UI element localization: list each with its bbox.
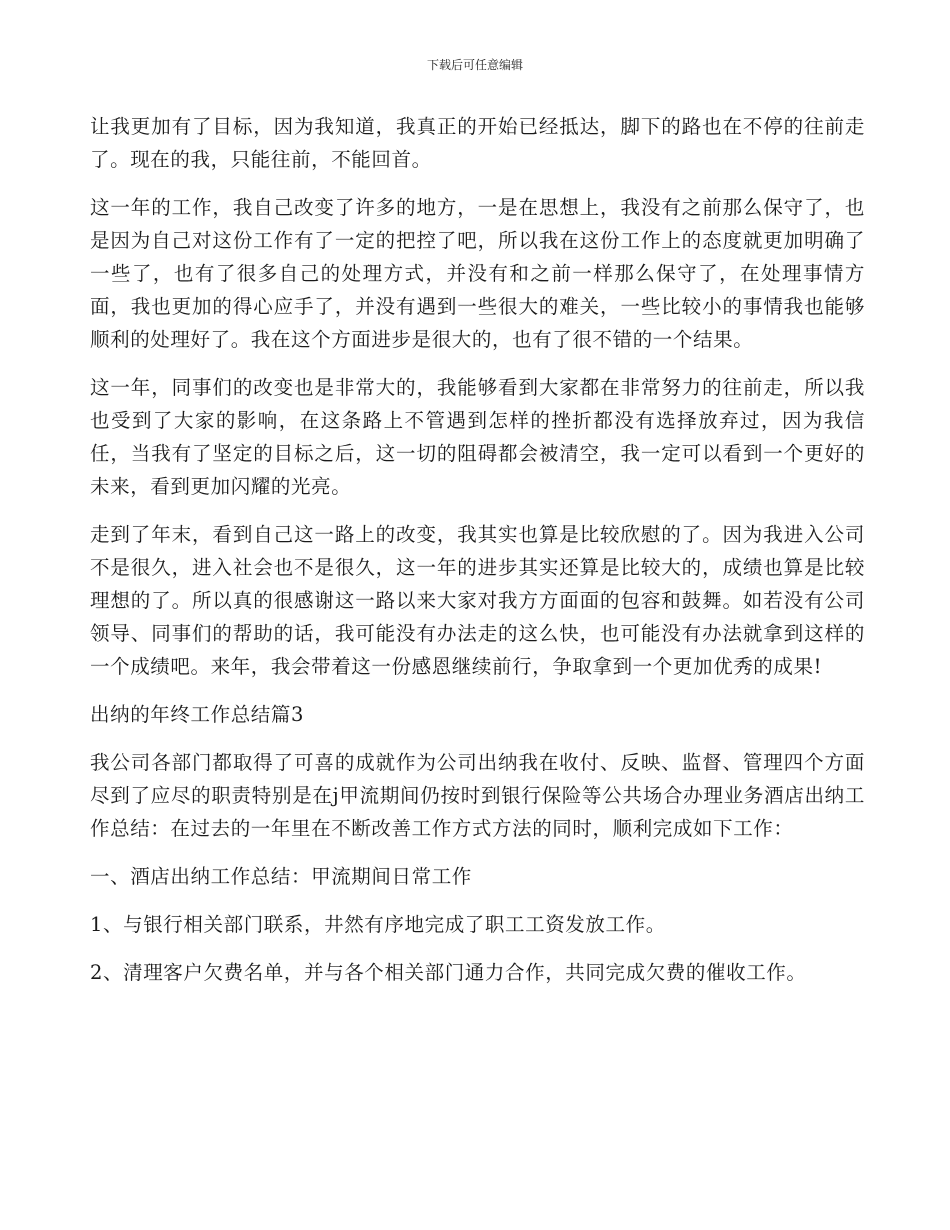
subsection-heading: 一、酒店出纳工作总结：甲流期间日常工作 xyxy=(90,865,472,888)
paragraph-work-changes: 这一年的工作，我自己改变了许多的地方，一是在思想上，我没有之前那么保守了，也是因为自己对这份工作有了一定的把控了吧，所以我在这份工作上的态度就更加明确了一些了，也有了很多自己的处理方式，并没有和之前一样那么保守了，在处理事情方面，我也更加的得心应手了，并没有遇到一些很大的难关，一些比较小的事情我也能够顺利的处理好了。我在这个方面进步是很大的，也有了很不错的一个结果。 xyxy=(90,196,865,351)
document-body xyxy=(90,110,865,1004)
paragraph-year-end: 走到了年末，看到自己这一路上的改变，我其实也算是比较欣慰的了。因为我进入公司不是很久，进入社会也不是很久，这一年的进步其实还算是比较大的，成绩也算是比较理想的了。所以真的很感谢这一路以来大家对我方方面面的包容和鼓舞。如若没有公司领导、同事们的帮助的话，我可能没有办法走的这么快，也可能没有办法就拿到这样的一个成绩吧。来年，我会带着这一份感恩继续前行，争取拿到一个更加优秀的成果! xyxy=(90,523,865,678)
section-heading: 出纳的年终工作总结篇3 xyxy=(90,703,305,726)
page-header: 下载后可任意编辑 xyxy=(426,58,523,72)
list-item: 2、清理客户欠费名单，并与各个相关部门通力合作，共同完成欠费的催收工作。 xyxy=(90,961,807,984)
paragraph-cashier-intro: 我公司各部门都取得了可喜的成就作为公司出纳我在收付、反映、监督、管理四个方面尽到了应尽的职责特别是在j甲流期间仍按时到银行保险等公共场合办理业务酒店出纳工作总结：在过去的一年里在不断改善工作方式方法的同时，顺利完成如下工作： xyxy=(90,751,865,840)
paragraph-colleagues: 这一年，同事们的改变也是非常大的，我能够看到大家都在非常努力的往前走，所以我也受到了大家的影响，在这条路上不管遇到怎样的挫折都没有选择放弃过，因为我信任，当我有了坚定的目标之后，这一切的阻碍都会被清空，我一定可以看到一个更好的未来，看到更加闪耀的光亮。 xyxy=(90,376,865,498)
list-item: 1、与银行相关部门联系，井然有序地完成了职工工资发放工作。 xyxy=(90,913,666,936)
paragraph-continuation: 让我更加有了目标，因为我知道，我真正的开始已经抵达，脚下的路也在不停的往前走了。现在的我，只能往前，不能回首。 xyxy=(90,115,865,171)
